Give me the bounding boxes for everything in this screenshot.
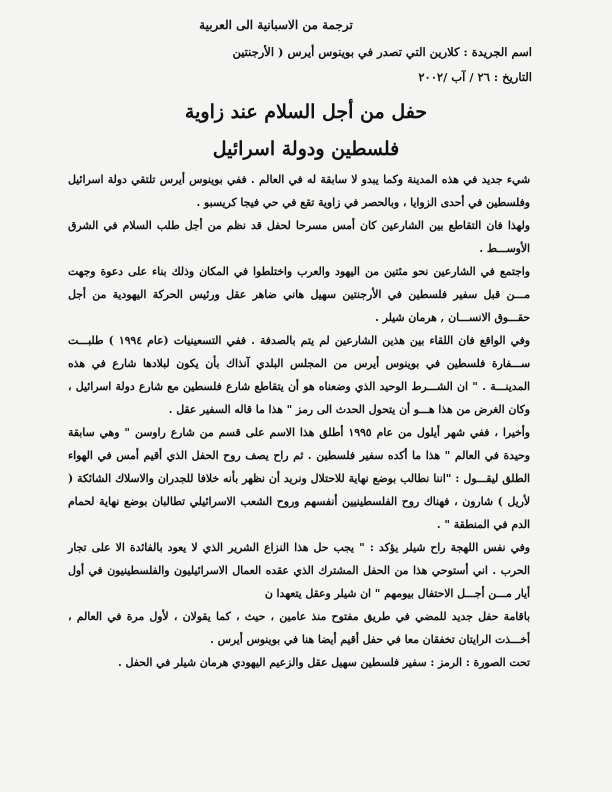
paragraph: وفي الواقع فان اللقاء بين هذين الشارعين لم يتم بالصدفة . ففي التسعينيات (عام ١٩٩٤ ) طلبـــت ســـفارة فلسطين في بوينوس أيرس من المجلس البلدي آنذاك بأن يكون لبلادها شارع في هذه المدينـــة . " ان الشـــرط الوحيد الذي وضعناه هو أن يتقاطع شارع فلسطين مع شارع دولة اسرائيل ، وكان الغرض من هذا هـــو أن يتحول الحدث الى رمز " هذا ما قاله السفير عقل .	[68, 334, 530, 416]
paragraph: باقامة حفل جديد للمضي في طريق مفتوح منذ عامين ، حيث ، كما يقولان ، لأول مرة في العالم ، أخـــذت الرايتان تخفقان معا في حفل أقيم أيضا هنا في بوينوس أيرس .	[68, 610, 530, 646]
newspaper-name: اسم الجريدة : كلارين التي تصدر في بوينوس أيرس ( الأرجنتين	[232, 45, 532, 59]
paragraph: وفي نفس اللهجة راح شيلر يؤكد : " يجب حل هذا النزاع الشرير الذي لا يعود بالفائدة الا على تجار الحرب . اني أستوحي هذا من الحفل المشترك الذي عقده العمال الاسرائيليون والفلسطينيون في أول أيار مـــن أجـــل الاحتفال بيومهم " ان شيلر وعقل يتعهدا ن	[68, 541, 530, 600]
paragraph: ولهذا فان التقاطع بين الشارعين كان أمس مسرحا لحفل قد نظم من أجل طلب السلام في الشرق الأوســـط .	[68, 219, 530, 255]
article-body	[68, 168, 530, 674]
headline-line-2: فلسطين ودولة اسرائيل	[212, 138, 400, 160]
paragraph: وأخيرا ، ففي شهر أيلول من عام ١٩٩٥ أطلق هذا الاسم على قسم من شارع راوسن " وهي سابقة وحيدة في العالم " هذا ما أكده سفير فلسطين . ثم راح يصف روح الحفل الذي أقيم أمس في الهواء الطلق ليقـــول : "اننا نطالب بوضع نهاية للاحتلال ونريد أن نظهر بأنه خلافا للجدران والاسلاك الشائكة ( لأريل ) شارون ، فهناك روح الفلسطينيين أنفسهم وروح الشعب الاسرائيلي تطالبان بوضع نهاية لحمام الدم في المنطقة " .	[68, 426, 530, 531]
paragraph: شيء جديد في هذه المدينة وكما يبدو لا سابقة له في العالم . ففي بوينوس أيرس تلتقي دولة اسرائيل وفلسطين في أحدى الزوايا ، وبالحصر في زاوية تقع في حي فيجا كريسبو .	[68, 173, 530, 209]
publication-date: التاريخ : ٢٦ / آب /٢٠٠٢	[418, 70, 532, 84]
headline-line-1: حفل من أجل السلام عند زاوية	[184, 101, 428, 123]
translation-note: ترجمة من الاسبانية الى العربية	[199, 18, 353, 32]
photo-caption: تحت الصورة : الرمز : سفير فلسطين سهيل عقل والزعيم اليهودي هرمان شيلر في الحفل .	[118, 656, 530, 669]
paragraph: واجتمع في الشارعين نحو مئتين من اليهود والعرب واختلطوا في المكان وذلك بناء على دعوة وجهت مـــن قبل سفير فلسطين في الأرجنتين سهيل هاني ضاهر عقل ورئيس الحركة اليهودية من أجل حقـــوق الانســـان , هرمان شيلر .	[68, 265, 530, 324]
